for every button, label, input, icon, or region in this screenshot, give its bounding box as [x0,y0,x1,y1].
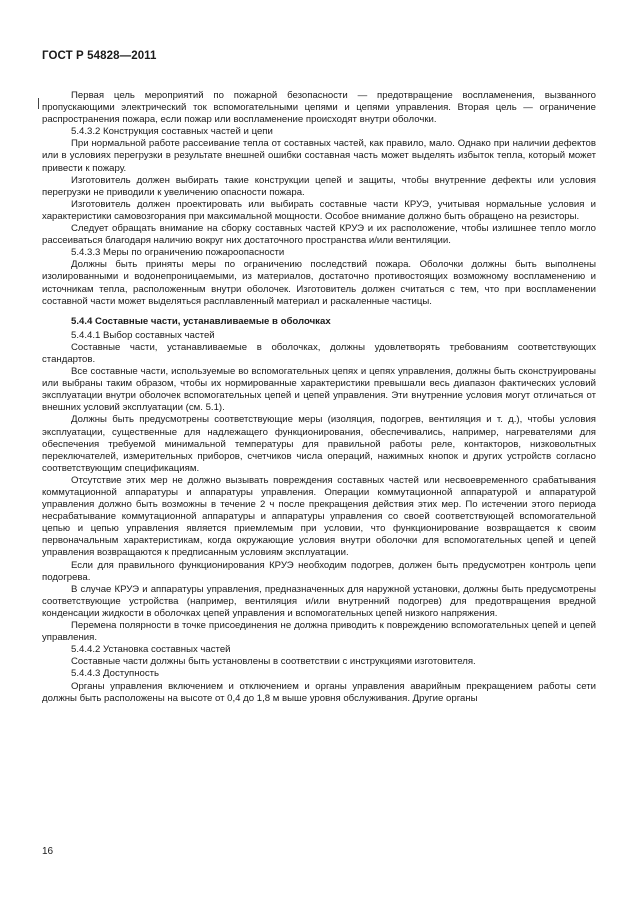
paragraph: В случае КРУЭ и аппаратуры управления, предназначенных для наружной установки, должны быть предусмотрены соответствующие устройства (например, вентиляция и/или внутренний подогрев) для предотвращения вредной конденсации жидкости в оболочках цепей управления и вспомогательных цепей низкого напряжения. [42,583,596,619]
subsection-title: 5.4.4.3 Доступность [71,668,160,680]
paragraph: Органы управления включением и отключением и органы управления аварийным прекращением работы сети должны быть расположены на высоте от 0,4 до 1,8 м выше уровня обслуживания. Другие органы [42,680,596,704]
paragraph: Должны быть приняты меры по ограничению последствий пожара. Оболочки должны быть выполнены изолированными и водонепроницаемыми, из материалов, достаточно противостоящих возможному воспламенению и источникам тепла, расположенным внутри оболочек. Изготовитель должен считаться с тем, что при воспламенении составной части может выделяться расплавленный материал и раскаленные частицы. [42,259,596,307]
paragraph: Изготовитель должен выбирать такие конструкции цепей и защиты, чтобы внутренние дефекты или условия перегрузки не приводили к увеличению опасности пожара. [42,174,596,198]
paragraph: Перемена полярности в точке присоединения не должна приводить к повреждению вспомогательных цепей и цепей управления. [42,620,596,644]
paragraph: Если для правильного функционирования КРУЭ необходим подогрев, должен быть предусмотрен контроль цепи подогрева. [42,559,596,583]
subsection-title: 5.4.3.3 Меры по ограничению пожароопасности [71,247,285,259]
page-number: 16 [42,846,54,857]
paragraph: Первая цель мероприятий по пожарной безопасности — предотвращение воспламенения, вызванного пропускающими электрический ток вспомогательными цепями и цепями управления. Вторая цель — ограничение распространения пожара, если пожар или воспламенение происходят внутри оболочки. [42,90,596,126]
paragraph: Составные части должны быть установлены в соответствии с инструкциями изготовителя. [71,656,476,668]
paragraph: Все составные части, используемые во вспомогательных цепях и цепях управления, должны быть сконструированы или выбраны таким образом, чтобы их нормированные характеристики превышали весь диапазон фактических условий эксплуатации внутри оболочек вспомогательных цепей и цепей управления. Эти внутренние условия могут отличаться от внешних условий эксплуатации (см. 5.1). [42,366,596,414]
paragraph: При нормальной работе рассеивание тепла от составных частей, как правило, мало. Однако при наличии дефектов или в условиях перегрузки в результате внешней ошибки составная часть может выделять избыток тепла, который может привести к пожару. [42,138,596,174]
margin-change-bar [38,98,39,109]
document-header: ГОСТ Р 54828—2011 [42,50,157,62]
subsection-title: 5.4.4.2 Установка составных частей [71,644,231,656]
subsection-title: 5.4.3.2 Конструкция составных частей и цепи [71,126,273,138]
paragraph: Следует обращать внимание на сборку составных частей КРУЭ и их расположение, чтобы излишнее тепло могло рассеиваться благодаря наличию вокруг них достаточного пространства и/или вентиляции. [42,223,596,247]
document-body [42,90,596,705]
paragraph: Должны быть предусмотрены соответствующие меры (изоляция, подогрев, вентиляция и т. д.), чтобы условия эксплуатации, существенные для надлежащего функционирования, обеспечивались, например, нагревателями для обеспечения требуемой минимальной температуры для правильной работы реле, контакторов, низковольтных переключателей, измерительных приборов, счетчиков числа операций, нажимных кнопок и других устройств согласно соответствующим спецификациям. [42,414,596,474]
paragraph: Составные части, устанавливаемые в оболочках, должны удовлетворять требованиям соответствующих стандартов. [42,341,596,365]
section-heading: 5.4.4 Составные части, устанавливаемые в оболочках [71,315,331,327]
subsection-title: 5.4.4.1 Выбор составных частей [71,329,215,341]
paragraph: Изготовитель должен проектировать или выбирать составные части КРУЭ, учитывая нормальные условия и характеристики самовозгорания при максимальной мощности. Особое внимание должно быть обращено на резисторы. [42,198,596,222]
paragraph: Отсутствие этих мер не должно вызывать повреждения составных частей или несвоевременного срабатывания коммутационной аппаратуры и аппаратуры управления. Операции коммутационной аппаратурой и аппаратурой управления должно быть возможны в течение 2 ч после прекращения действия этих мер. По истечении этого периода несрабатывание коммутационной аппаратуры и аппаратуры управления со своей соответствующей вспомогательной цепью и цепью управления является приемлемым при условии, что функционирование возвращается к своим первоначальным характеристикам, когда окружающие условия внутри оболочки для вспомогательных цепей и цепей управления возвращаются к предписанным условиям эксплуатации. [42,474,596,559]
